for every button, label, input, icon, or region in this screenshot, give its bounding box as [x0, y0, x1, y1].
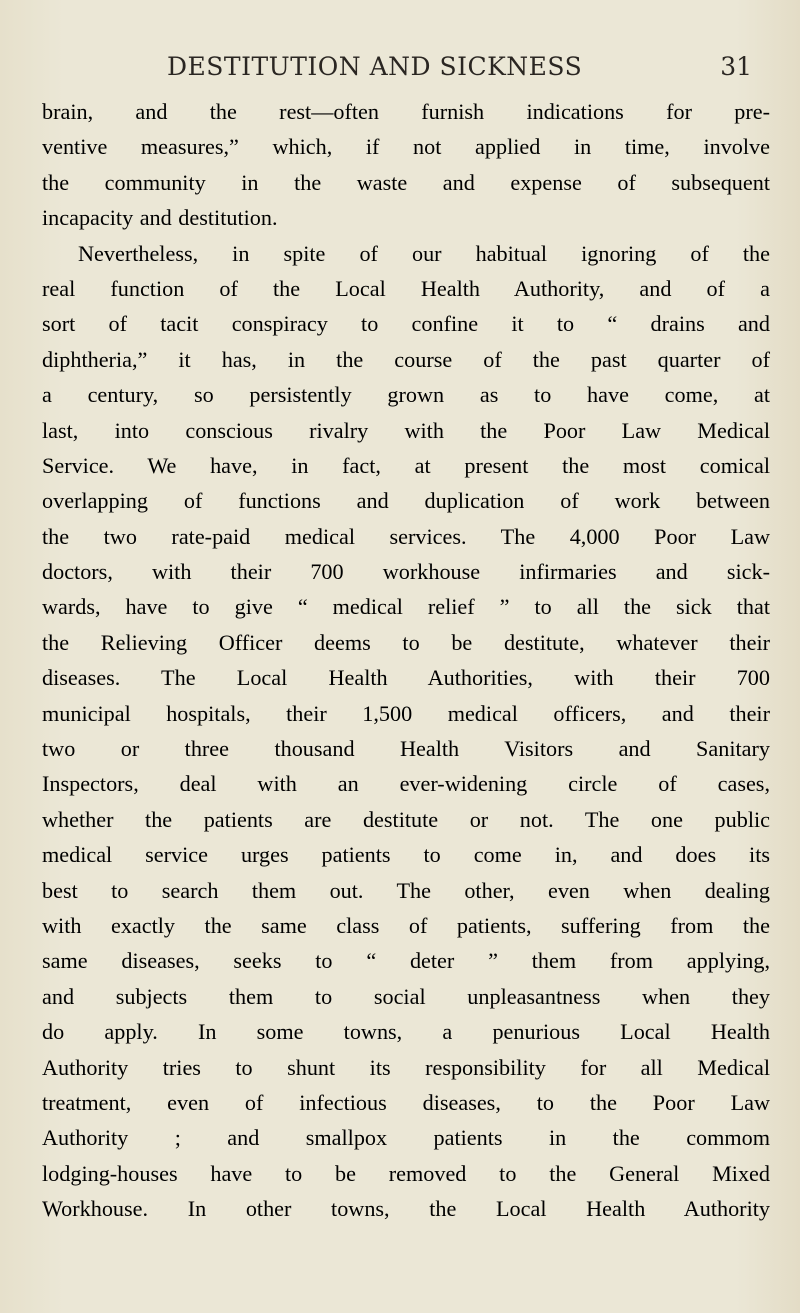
text-line: real function of the Local Health Authority, and of a: [42, 275, 770, 301]
text-line: best to search them out. The other, even when dealing: [42, 877, 770, 903]
page-header: [42, 0, 768, 92]
text-line: brain, and the rest—often furnish indications for pre-: [42, 99, 770, 124]
text-line: lodging-houses have to be removed to the General Mixed: [42, 1160, 770, 1186]
text-line: medical service urges patients to come in, and does its: [42, 842, 770, 868]
text-line: with exactly the same class of patients, suffering from the: [42, 912, 770, 938]
text-line: do apply. In some towns, a penurious Local Health: [42, 1019, 770, 1045]
text-line: last, into conscious rivalry with the Poor Law Medical: [42, 417, 770, 443]
page-number: 31: [720, 52, 752, 81]
text-line: sort of tacit conspiracy to confine it to “ drains and: [42, 311, 770, 337]
text-line: two or three thousand Health Visitors and Sanitary: [42, 736, 770, 762]
text-line: the community in the waste and expense of subsequent: [42, 169, 770, 195]
body-text: [42, 94, 770, 1227]
text-line: Authority tries to shunt its responsibility for all Medical: [42, 1054, 770, 1080]
running-head: DESTITUTION AND SICKNESS: [167, 52, 583, 81]
text-line: Workhouse. In other towns, the Local Health Authority: [42, 1196, 770, 1222]
text-line: a century, so persistently grown as to have come, at: [42, 382, 770, 408]
text-line: Inspectors, deal with an ever-widening circle of cases,: [42, 771, 770, 797]
text-line: diseases. The Local Health Authorities, with their 700: [42, 665, 770, 691]
text-line: Service. We have, in fact, at present the most comical: [42, 452, 770, 478]
text-line: Authority ; and smallpox patients in the commom: [42, 1125, 770, 1151]
text-line: wards, have to give “ medical relief ” to all the sick that: [42, 594, 770, 620]
text-line: municipal hospitals, their 1,500 medical officers, and their: [42, 700, 770, 726]
text-line: incapacity and destitution.: [42, 205, 278, 231]
text-line: ventive measures,” which, if not applied in time, involve: [42, 134, 770, 160]
text-line: diphtheria,” it has, in the course of the past quarter of: [42, 346, 770, 372]
text-line: same diseases, seeks to “ deter ” them from applying,: [42, 948, 770, 974]
text-line: doctors, with their 700 workhouse infirmaries and sick-: [42, 559, 770, 585]
text-line: whether the patients are destitute or not. The one public: [42, 806, 770, 832]
text-line: overlapping of functions and duplication of work between: [42, 488, 770, 514]
text-line: Nevertheless, in spite of our habitual ignoring of the: [78, 240, 770, 266]
text-line: and subjects them to social unpleasantness when they: [42, 983, 770, 1009]
text-line: the Relieving Officer deems to be destitute, whatever their: [42, 629, 770, 655]
text-line: treatment, even of infectious diseases, to the Poor Law: [42, 1089, 770, 1115]
text-line: the two rate-paid medical services. The 4,000 Poor Law: [42, 523, 770, 549]
